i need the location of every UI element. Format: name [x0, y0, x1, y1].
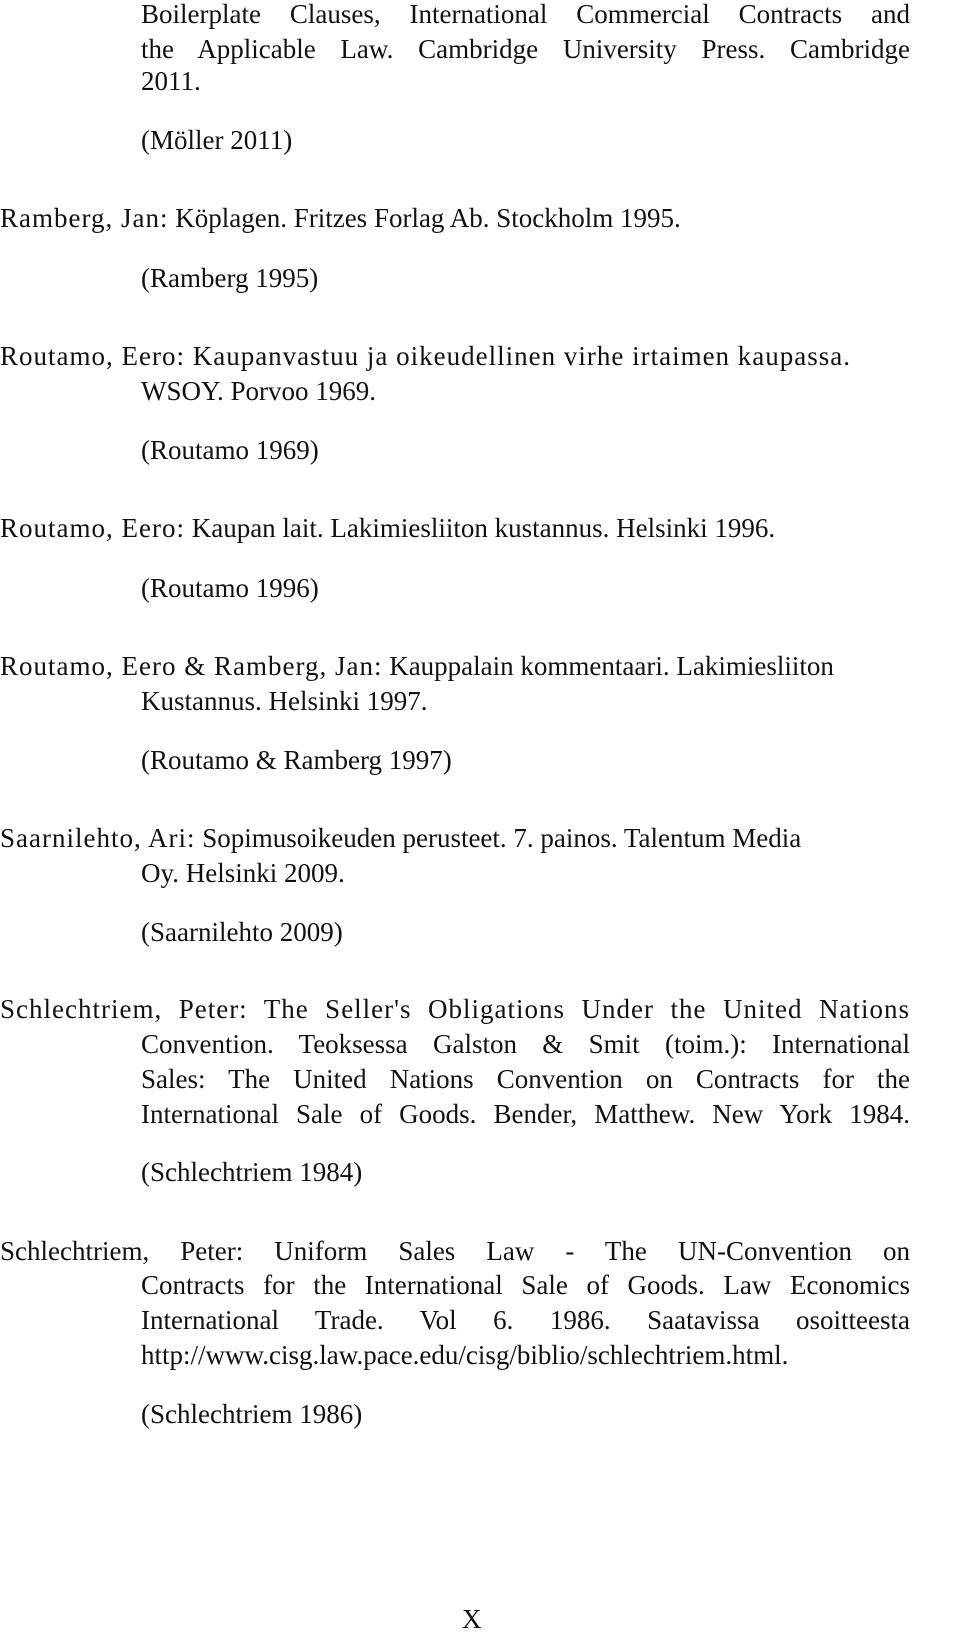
reference-line: Schlechtriem, Peter: Uniform Sales Law - The UN-Convention on	[0, 1236, 910, 1266]
reference-text: Köplagen. Fritzes Forlag Ab. Stockholm 1995.	[175, 203, 681, 233]
reference-moller-2011	[141, 0, 910, 67]
short-citation-schlechtriem-1986: (Schlechtriem 1986)	[141, 1399, 363, 1429]
reference-ramberg-1995	[0, 201, 681, 235]
short-citation-routamo-1969: (Routamo 1969)	[141, 435, 319, 465]
reference-routamo-1969-line1: Routamo, Eero: Kaupanvastuu ja oikeudellinen virhe irtaimen kaupassa.	[0, 341, 852, 371]
short-citation-ramberg-1995: (Ramberg 1995)	[141, 263, 319, 293]
reference-author: Ramberg, Jan:	[0, 203, 169, 233]
reference-line: the Applicable Law. Cambridge University Press. Cambridge	[141, 34, 910, 64]
short-citation-saarnilehto-2009: (Saarnilehto 2009)	[141, 917, 343, 947]
reference-line: International Trade. Vol 6. 1986. Saatavissa osoitteesta	[141, 1305, 910, 1335]
reference-text: Kaupan lait. Lakimiesliiton kustannus. Helsinki 1996.	[191, 513, 776, 543]
reference-text: Kauppalain kommentaari. Lakimiesliiton	[389, 651, 834, 681]
reference-line: 2011.	[141, 66, 201, 96]
reference-line: Schlechtriem, Peter: The Seller's Obligations Under the United Nations	[0, 994, 910, 1024]
short-citation-moller-2011: (Möller 2011)	[141, 125, 293, 155]
short-citation-routamo-ramberg-1997: (Routamo & Ramberg 1997)	[141, 745, 452, 775]
reference-schlechtriem-1984-body	[141, 1027, 910, 1132]
reference-author: Saarnilehto, Ari:	[0, 823, 196, 853]
reference-text: Sopimusoikeuden perusteet. 7. painos. Talentum Media	[202, 823, 802, 853]
reference-author: Routamo, Eero & Ramberg, Jan:	[0, 651, 383, 681]
reference-line: International Sale of Goods. Bender, Matthew. New York 1984.	[141, 1099, 910, 1129]
reference-schlechtriem-1984-line1	[0, 992, 910, 1027]
reference-schlechtriem-1986-line1	[0, 1234, 910, 1269]
reference-line: Boilerplate Clauses, International Commercial Contracts and	[141, 0, 910, 29]
page-number: X	[462, 1604, 482, 1634]
reference-line: Convention. Teoksessa Galston & Smit (toim.): International	[141, 1029, 910, 1059]
reference-routamo-ramberg-1997	[0, 649, 834, 683]
short-citation-schlechtriem-1984: (Schlechtriem 1984)	[141, 1157, 363, 1187]
reference-schlechtriem-1986-body	[141, 1268, 910, 1338]
reference-line: Sales: The United Nations Convention on Contracts for the	[141, 1064, 910, 1094]
reference-url: http://www.cisg.law.pace.edu/cisg/biblio/schlechtriem.html.	[141, 1340, 789, 1370]
reference-line: Contracts for the International Sale of Goods. Law Economics	[141, 1270, 910, 1300]
short-citation-routamo-1996: (Routamo 1996)	[141, 573, 319, 603]
reference-author: Routamo, Eero:	[0, 513, 185, 543]
reference-routamo-1996	[0, 511, 775, 545]
reference-line: WSOY. Porvoo 1969.	[141, 376, 377, 406]
reference-line: Kustannus. Helsinki 1997.	[141, 686, 428, 716]
reference-line: Oy. Helsinki 2009.	[141, 858, 345, 888]
reference-saarnilehto-2009	[0, 821, 801, 855]
